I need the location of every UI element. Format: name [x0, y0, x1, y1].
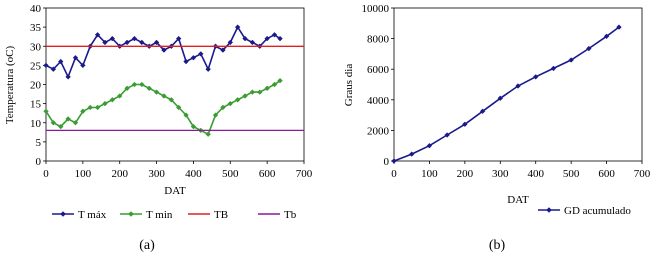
chart-b-ylabel: Graus dia	[343, 63, 355, 107]
chart-b-y-tick-label: 10000	[361, 3, 389, 15]
chart-a-x-tick-label: 300	[148, 168, 165, 180]
chart-b-x-tick-label: 600	[598, 168, 615, 180]
chart-b-x-tick-label: 400	[527, 168, 544, 180]
chart-a-x-tick-label: 700	[295, 168, 313, 180]
chart-b-y-tick-label: 8000	[367, 33, 389, 46]
chart-a-y-tick-label: 5	[35, 136, 41, 149]
chart-a-x-tick-label: 500	[222, 168, 239, 180]
chart-b-xlabel: DAT	[507, 194, 529, 206]
chart-a-y-tick-label: 30	[30, 41, 41, 54]
chart-b-y-tick-label: 2000	[367, 125, 389, 138]
chart-a	[4, 3, 313, 253]
chart-b-panel-label: (b)	[488, 238, 506, 253]
chart-b-y-tick-label: 6000	[367, 64, 389, 77]
chart-b-x-tick-label: 300	[492, 168, 509, 180]
chart-b-x-tick-label: 200	[456, 168, 474, 180]
chart-a-x-tick-label: 0	[43, 168, 49, 180]
chart-a-legend-marker-t-max	[60, 211, 66, 217]
chart-b-y-ticks	[362, 3, 395, 168]
chart-a-legend	[52, 209, 297, 221]
chart-a-x-tick-label: 400	[185, 168, 202, 180]
chart-a-legend-label-t-min: T min	[146, 209, 173, 221]
chart-b-legend	[538, 205, 631, 217]
chart-a-panel-label: (a)	[139, 238, 155, 253]
chart-a-ylabel: Temperatura (oC)	[4, 45, 16, 125]
chart-a-y-tick-label: 10	[30, 117, 41, 130]
chart-b-x-tick-label: 100	[421, 168, 438, 180]
chart-a-legend-label-t-max: T máx	[78, 209, 107, 221]
chart-a-x-tick-label: 200	[111, 168, 128, 180]
chart-b-legend-marker-gd-acumulado	[546, 207, 552, 213]
chart-b-x-tick-label: 700	[633, 168, 651, 180]
chart-b	[343, 3, 651, 253]
chart-b-y-tick-label: 0	[383, 156, 389, 168]
chart-a-xlabel: DAT	[164, 185, 186, 197]
chart-a-legend-marker-t-min	[128, 211, 134, 217]
chart-a-y-tick-label: 25	[30, 60, 41, 73]
chart-a-x-tick-label: 600	[258, 168, 276, 180]
chart-a-plot-area	[46, 8, 304, 161]
chart-b-y-tick-label: 4000	[367, 94, 389, 107]
chart-a-y-tick-label: 20	[30, 79, 41, 92]
chart-a-legend-label-tb: TB	[214, 209, 229, 221]
chart-a-y-tick-label: 15	[30, 98, 41, 111]
chart-b-legend-label-gd-acumulado: GD acumulado	[564, 205, 631, 217]
chart-a-x-tick-label: 100	[74, 168, 92, 180]
chart-b-x-tick-label: 0	[391, 168, 397, 180]
chart-a-legend-label-tb: Tb	[284, 209, 297, 221]
chart-b-x-ticks	[391, 161, 651, 180]
chart-a-x-ticks	[43, 161, 313, 180]
chart-a-y-tick-label: 35	[30, 22, 41, 35]
chart-a-y-tick-label: 0	[35, 156, 41, 168]
chart-a-y-ticks	[30, 3, 46, 168]
chart-b-x-tick-label: 500	[562, 168, 580, 180]
chart-a-y-tick-label: 40	[30, 3, 41, 15]
